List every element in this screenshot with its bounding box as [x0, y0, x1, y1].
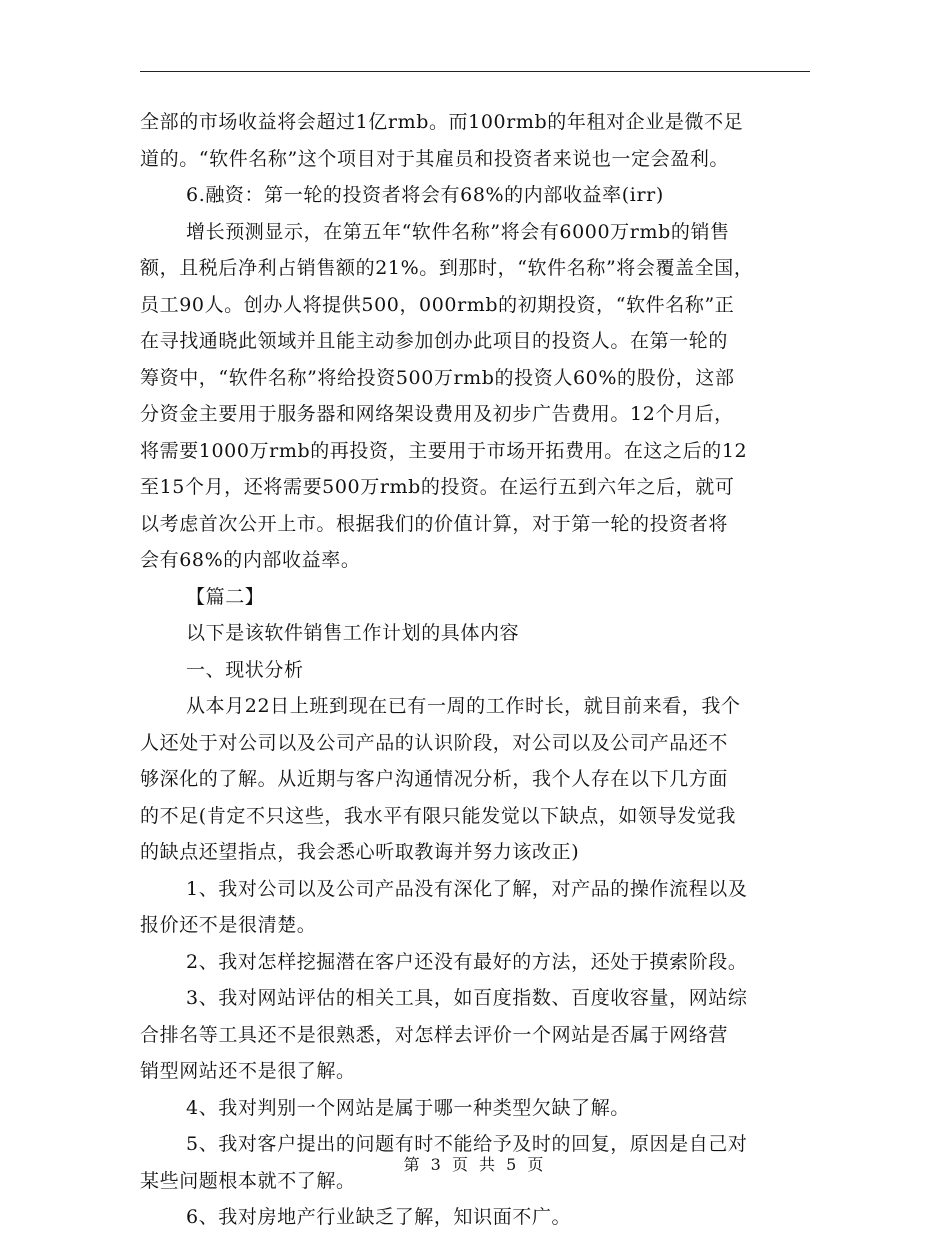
section-heading-financing: 6.融资：第一轮的投资者将会有68%的内部收益率(irr) [186, 184, 664, 206]
list-item: 4、我对判别一个网站是属于哪一种类型欠缺了解。 [186, 1096, 630, 1119]
text-line: 员工90人。创办人将提供500，000rmb的初期投资，“软件名称”正 [140, 293, 735, 316]
text-line: 某些问题根本就不了解。 [140, 1169, 356, 1192]
section-heading-status: 一、现状分析 [186, 658, 304, 681]
text-line: 筹资中，“软件名称”将给投资500万rmb的投资人60%的股份，这部 [140, 366, 735, 389]
text-line: 在寻找通晓此领域并且能主动参加创办此项目的投资人。在第一轮的 [140, 330, 729, 352]
text-line: 以下是该软件销售工作计划的具体内容 [186, 622, 520, 644]
text-line: 人还处于对公司以及公司产品的认识阶段，对公司以及公司产品还不 [140, 731, 729, 754]
part-two-heading: 【篇二】 [186, 585, 265, 608]
list-item: 6、我对房地产行业缺乏了解，知识面不广。 [186, 1206, 572, 1228]
list-item: 3、我对网站评估的相关工具，如百度指数、百度收容量，网站综 [186, 987, 748, 1009]
text-line: 额，且税后净利占销售额的21%。到那时，“软件名称”将会覆盖全国， [140, 257, 754, 279]
header-rule [140, 71, 810, 72]
text-line: 道的。“软件名称”这个项目对于其雇员和投资者来说也一定会盈利。 [140, 147, 730, 170]
text-line: 全部的市场收益将会超过1亿rmb。而100rmb的年租对企业是微不足 [140, 111, 744, 133]
text-line: 以考虑首次公开上市。根据我们的价值计算，对于第一轮的投资者将 [140, 512, 729, 535]
text-line: 够深化的了解。从近期与客户沟通情况分析，我个人存在以下几方面 [140, 768, 729, 790]
text-line: 会有68%的内部收益率。 [140, 549, 361, 571]
text-line: 增长预测显示，在第五年“软件名称”将会有6000万rmb的销售 [186, 220, 730, 243]
list-item: 2、我对怎样挖掘潜在客户还没有最好的方法，还处于摸索阶段。 [186, 950, 748, 973]
text-line: 销型网站还不是很了解。 [140, 1060, 356, 1082]
page-number-footer: 第 3 页 共 5 页 [403, 1155, 547, 1174]
list-item: 5、我对客户提出的问题有时不能给予及时的回复，原因是自己对 [186, 1133, 748, 1155]
text-line: 分资金主要用于服务器和网络架设费用及初步广告费用。12个月后， [140, 403, 734, 425]
text-line: 从本月22日上班到现在已有一周的工作时长，就目前来看，我个 [186, 695, 741, 717]
text-line: 将需要1000万rmb的再投资，主要用于市场开拓费用。在这之后的12 [140, 439, 748, 462]
text-line: 的不足(肯定不只这些，我水平有限只能发觉以下缺点，如领导发觉我 [140, 804, 737, 827]
text-line: 的缺点还望指点，我会悉心听取教诲并努力该改正) [140, 841, 580, 863]
text-line: 至15个月，还将需要500万rmb的投资。在运行五到六年之后，就可 [140, 476, 735, 498]
document-body [140, 104, 820, 1236]
text-line: 报价还不是很清楚。 [140, 914, 317, 936]
text-line: 合排名等工具还不是很熟悉，对怎样去评价一个网站是否属于网络营 [140, 1023, 729, 1046]
list-item: 1、我对公司以及公司产品没有深化了解，对产品的操作流程以及 [186, 877, 748, 900]
